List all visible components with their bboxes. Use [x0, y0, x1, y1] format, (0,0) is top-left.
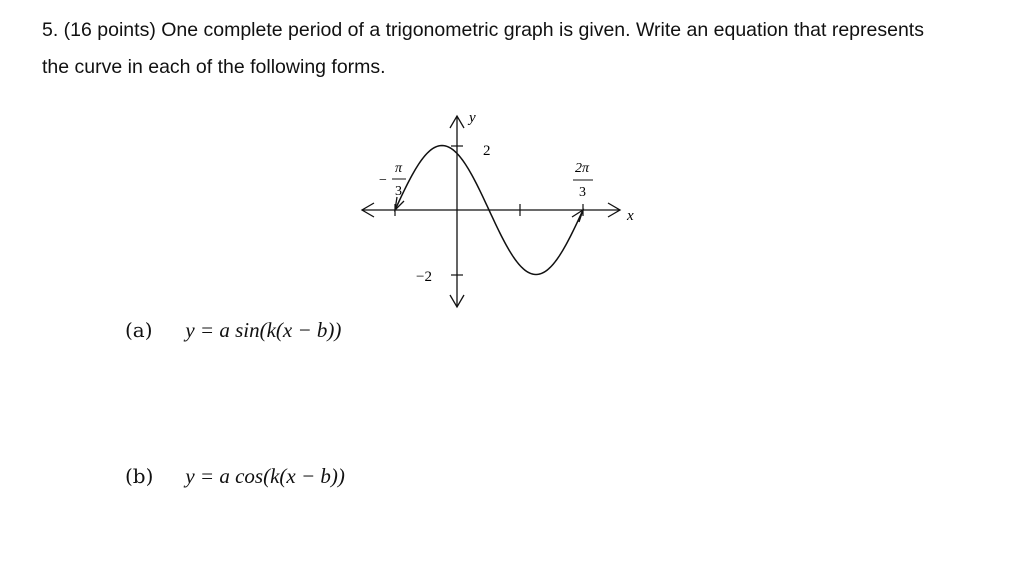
problem-line-1: 5. (16 points) One complete period of a trigonometric graph is given. Write an equation that represents — [42, 19, 924, 41]
part-b — [125, 464, 345, 489]
x-left-denominator: 3 — [395, 184, 402, 199]
x-left-sign: − — [379, 173, 387, 188]
part-a-label: (a) — [125, 318, 153, 342]
trig-graph — [340, 100, 660, 315]
y-min-label: −2 — [416, 269, 432, 285]
y-max-label: 2 — [483, 143, 491, 159]
part-a — [125, 318, 341, 343]
part-b-equation: y = a cos(k(x − b)) — [185, 464, 345, 488]
x-left-numerator: π — [395, 161, 403, 176]
part-b-label: (b) — [125, 464, 154, 488]
part-a-equation: y = a sin(k(x − b)) — [185, 318, 342, 342]
problem-statement — [42, 12, 1002, 86]
x-right-numerator: 2π — [575, 161, 590, 176]
x-right-denominator: 3 — [579, 185, 586, 200]
y-axis-label: y — [469, 110, 476, 126]
problem-line-2: the curve in each of the following forms. — [42, 56, 386, 78]
x-axis-label: x — [627, 208, 634, 224]
